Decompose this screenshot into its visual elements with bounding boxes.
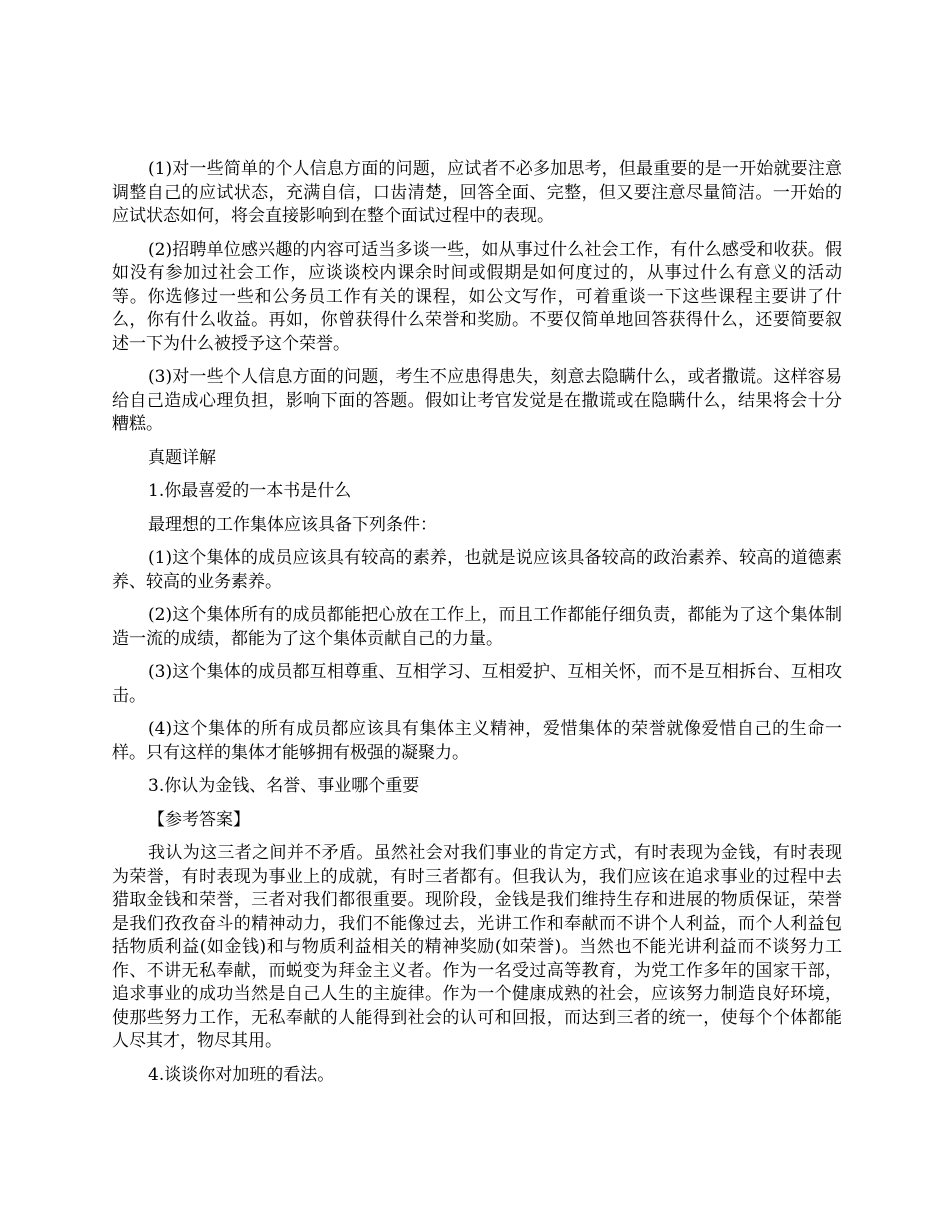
answer-point-2: (2)这个集体所有的成员都能把心放在工作上，而且工作都能仔细负责，都能为了这个集体制造一流的成绩，都能为了这个集体贡献自己的力量。 [112, 605, 842, 649]
answer-lead: 最理想的工作集体应该具备下列条件： [148, 514, 437, 535]
section-heading: 真题详解 [148, 447, 216, 468]
document-body [112, 158, 842, 1097]
answer-point-1: (1)这个集体的成员应该具有较高的素养，也就是说应该具备较高的政治素养、较高的道德素养、较高的业务素养。 [112, 548, 842, 592]
question-3: 3.你认为金钱、名誉、事业哪个重要 [148, 776, 420, 796]
answer-point-3: (3)这个集体的成员都互相尊重、互相学习、互相爱护、互相关怀，而不是互相拆台、互相攻击。 [112, 662, 842, 706]
reference-answer-heading: 【参考答案】 [148, 809, 250, 830]
answer-point-4: (4)这个集体的所有成员都应该具有集体主义精神，爱惜集体的荣誉就像爱惜自己的生命一样。只有这样的集体才能够拥有极强的凝聚力。 [112, 719, 842, 763]
question-1: 1.你最喜爱的一本书是什么 [148, 481, 352, 501]
paragraph-intro-1: (1)对一些简单的个人信息方面的问题，应试者不必多加思考，但最重要的是一开始就要注意调整自己的应试状态，充满自信，口齿清楚，回答全面、完整，但又要注意尽量简洁。一开始的应试状态如何，将会直接影响到在整个面试过程中的表现。 [112, 159, 842, 226]
paragraph-intro-2: (2)招聘单位感兴趣的内容可适当多谈一些，如从事过什么社会工作，有什么感受和收获。假如没有参加过社会工作，应谈谈校内课余时间或假期是如何度过的，从事过什么有意义的活动等。你选修过一些和公务员工作有关的课程，如公文写作，可着重谈一下这些课程主要讲了什么，你有什么收益。再如，你曾获得什么荣誉和奖励。不要仅简单地回答获得什么，还要简要叙述一下为什么被授予这个荣誉。 [112, 239, 842, 354]
question-4: 4.谈谈你对加班的看法。 [148, 1064, 335, 1085]
paragraph-intro-3: (3)对一些个人信息方面的问题，考生不应患得患失，刻意去隐瞒什么，或者撒谎。这样容易给自己造成心理负担，影响下面的答题。假如让考官发觉是在撒谎或在隐瞒什么，结果将会十分糟糕。 [112, 367, 842, 434]
reference-answer-body: 我认为这三者之间并不矛盾。虽然社会对我们事业的肯定方式，有时表现为金钱，有时表现为荣誉，有时表现为事业上的成就，有时三者都有。但我认为，我们应该在追求事业的过程中去猎取金钱和荣誉，三者对我们都很重要。现阶段，金钱是我们维持生存和进展的物质保证，荣誉是我们孜孜奋斗的精神动力，我们不能像过去，光讲工作和奉献而不讲个人利益，而个人利益包括物质利益(如金钱)和与物质利益相关的精神奖励(如荣誉)。当然也不能光讲利益而不谈努力工作、不讲无私奉献，而蜕变为拜金主义者。作为一名受过高等教育，为党工作多年的国家干部，追求事业的成功当然是自己人生的主旋律。作为一个健康成熟的社会，应该努力制造良好环境，使那些努力工作，无私奉献的人能得到社会的认可和回报，而达到三者的统一，使每个个体都能人尽其才，物尽其用。 [112, 843, 842, 1051]
